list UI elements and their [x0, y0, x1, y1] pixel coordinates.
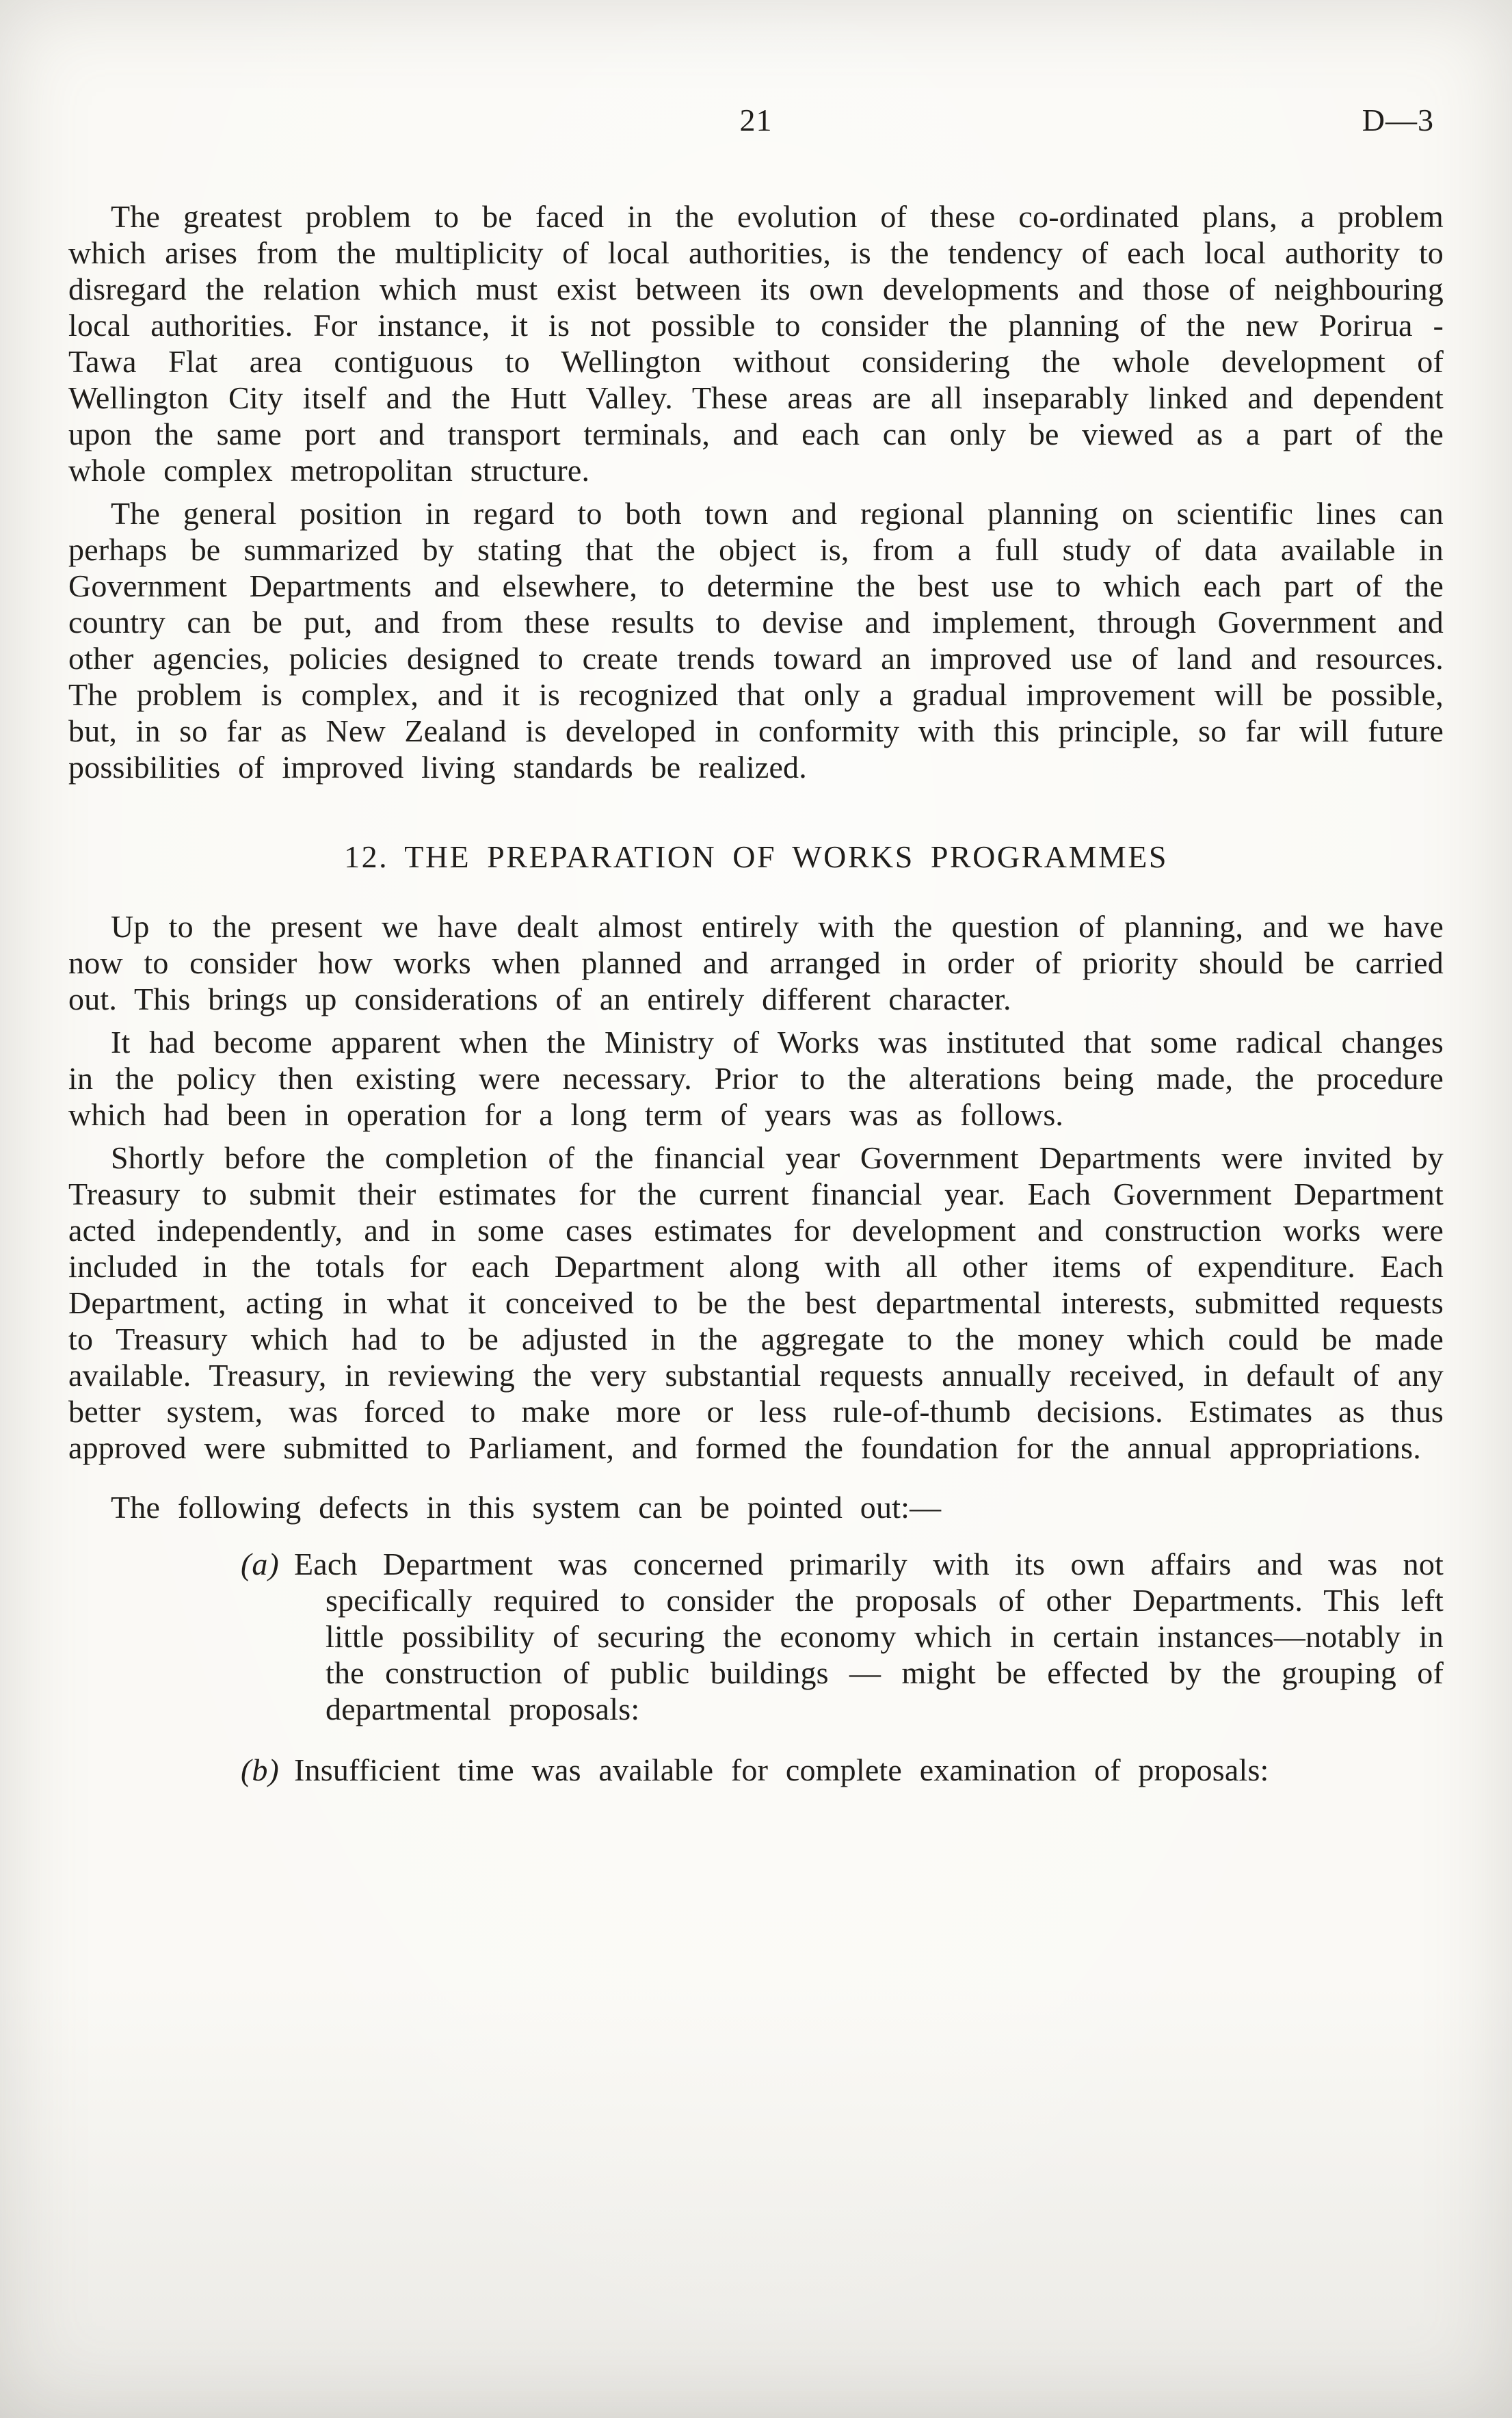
- section-heading: 12. THE PREPARATION OF WORKS PROGRAMMES: [344, 839, 1168, 874]
- intro-paragraph-2: The general position in regard to both town and regional planning on scientific lines can perhaps be summarized by stating that the object is, from a full study of data available in Government Departments and elsewhere, to determine the best use to which each part of the country can be put, and from these results to devise and implement, through Government and other agencies, policies designed to create trends toward an improved use of land and resources. The problem is complex, and it is recognized that only a gradual improvement will be possible, but, in so far as New Zealand is developed in conformity with this principle, so far will future possibilities of improved living standards be realized.: [68, 496, 1444, 785]
- defect-text-b: Insufficient time was available for complete examination of proposals:: [294, 1752, 1269, 1787]
- section-paragraph-2: It had become apparent when the Ministry of Works was instituted that some radical changes in the policy then existing were necessary. Prior to the alterations being made, the procedure which had been in operation for a long term of years was as follows.: [68, 1025, 1444, 1132]
- defect-text-a: Each Department was concerned primarily with its own affairs and was not specifically required to consider the proposals of other Departments. This left little possibility of securing the economy which in certain instances—notably in the construction of public buildings — might be effected by the grouping of departmental proposals:: [294, 1547, 1444, 1726]
- defect-item-b: [68, 1752, 1444, 1788]
- intro-paragraph-1: The greatest problem to be faced in the evolution of these co-ordinated plans, a problem which arises from the multiplicity of local authorities, is the tendency of each local authority to disregard the relation which must exist between its own developments and those of neighbouring local authorities. For instance, it is not possible to consider the planning of the new Porirua - Tawa Flat area contiguous to Wellington without considering the whole development of Wellington City itself and the Hutt Valley. These areas are all inseparably linked and dependent upon the same port and transport terminals, and each can only be viewed as a part of the whole complex metropolitan structure.: [68, 199, 1444, 488]
- defects-intro: The following defects in this system can be pointed out:—: [111, 1490, 942, 1525]
- section-paragraph-1: Up to the present we have dealt almost entirely with the question of planning, and we have now to consider how works when planned and arranged in order of priority should be carried out. This brings up considerations of an entirely different character.: [68, 909, 1444, 1016]
- defect-label-b: (b): [241, 1752, 280, 1787]
- page-content: [68, 103, 1444, 1788]
- defect-item-a: [68, 1546, 1444, 1727]
- page-number: 21: [739, 103, 773, 137]
- doc-reference: D—3: [1362, 103, 1434, 137]
- section-paragraph-3: Shortly before the completion of the financial year Government Departments were invited by Treasury to submit their estimates for the current financial year. Each Government Department acted independently, and in some cases estimates for development and construction works were included in the totals for each Department along with all other items of expenditure. Each Department, acting in what it conceived to be the best departmental interests, submitted requests to Treasury which had to be adjusted in the aggregate to the money which could be made available. Treasury, in reviewing the very substantial requests annually received, in default of any better system, was forced to make more or less rule-of-thumb decisions. Estimates as thus approved were submitted to Parliament, and formed the foundation for the annual appropriations.: [68, 1140, 1444, 1465]
- page-header: [68, 103, 1444, 142]
- defect-label-a: (a): [241, 1547, 280, 1581]
